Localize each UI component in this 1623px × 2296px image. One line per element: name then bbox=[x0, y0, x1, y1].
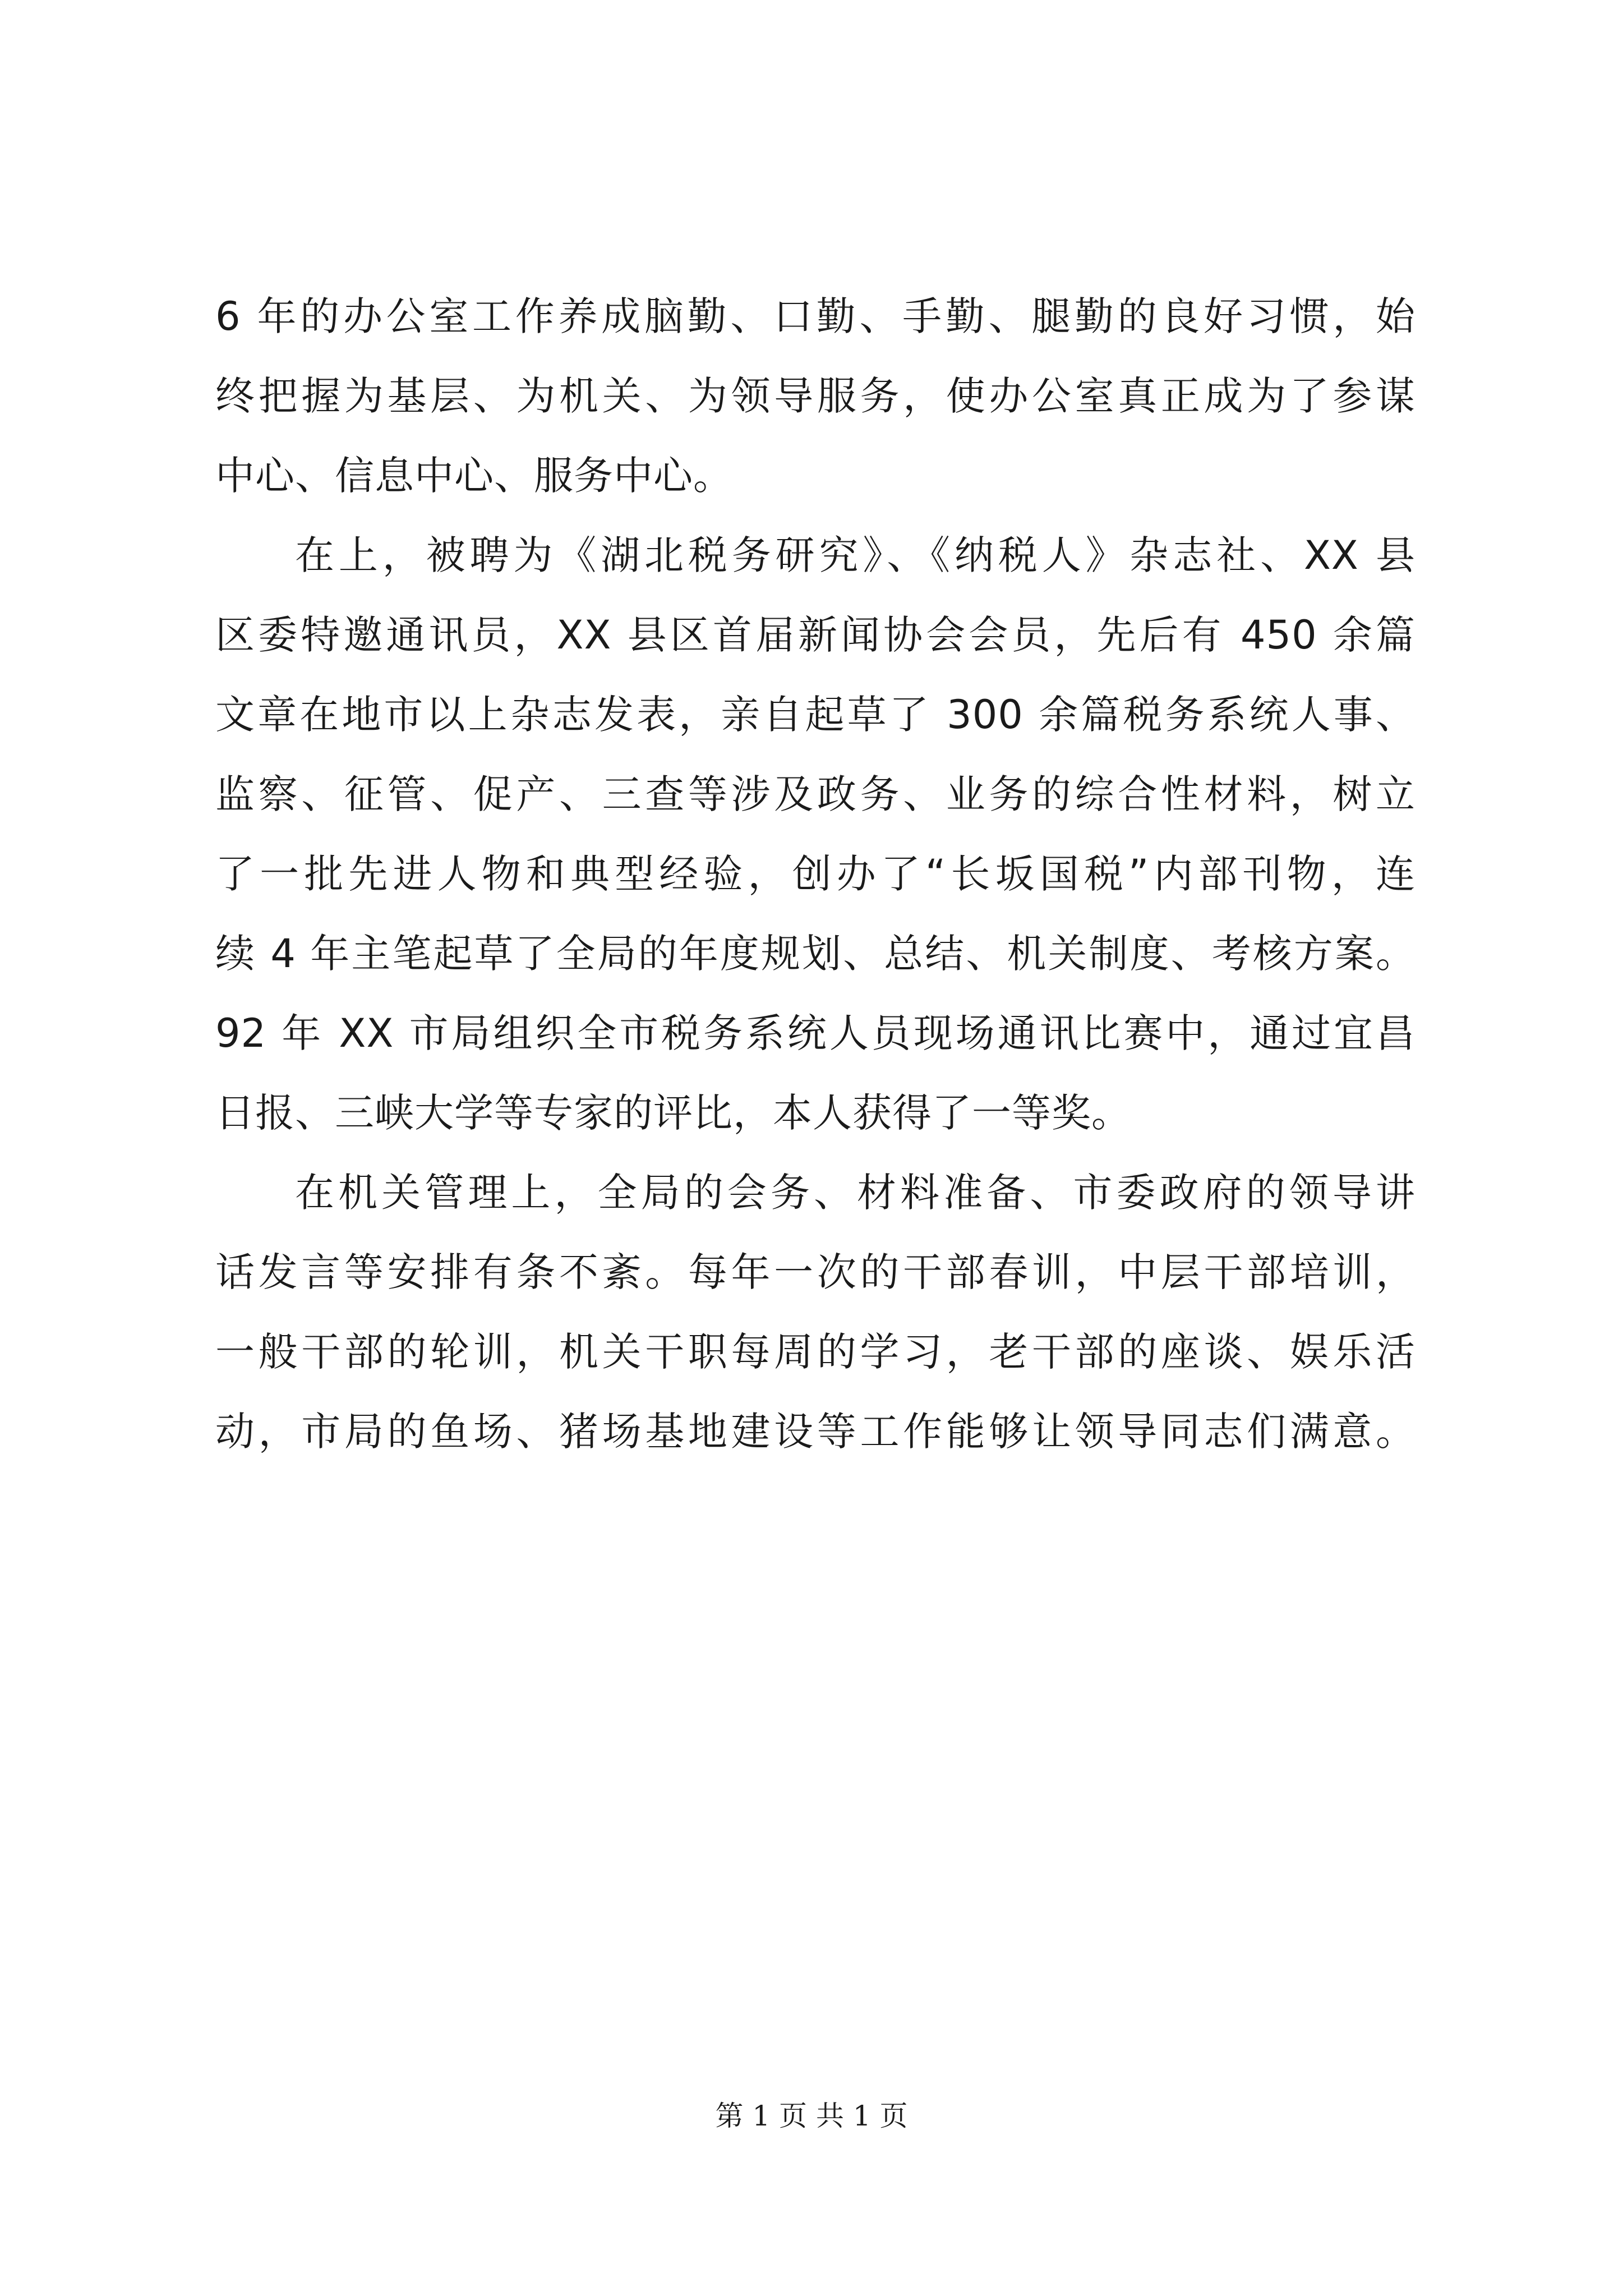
text-line: 日报、三峡大学等专家的评比，本人获得了一等奖。 bbox=[215, 1090, 1131, 1136]
document-body bbox=[215, 292, 1415, 1487]
text-line: 动，市局的鱼场、猪场基地建设等工作能够让领导同志们满意。 bbox=[215, 1409, 1415, 1455]
text-line: 92 年 XX 市局组织全市税务系统人员现场通讯比赛中，通过宜昌 bbox=[215, 1010, 1415, 1056]
text-line: 终把握为基层、为机关、为领导服务，使办公室真正成为了参谋 bbox=[215, 373, 1415, 419]
text-line: 话发言等安排有条不紊。每年一次的干部春训，中层干部培训， bbox=[215, 1249, 1415, 1295]
text-line: 文章在地市以上杂志发表，亲自起草了 300 余篇税务系统人事、 bbox=[215, 692, 1415, 738]
text-line: 监察、征管、促产、三查等涉及政务、业务的综合性材料，树立 bbox=[215, 771, 1415, 817]
text-line: 了一批先进人物和典型经验，创办了“长坂国税”内部刊物，连 bbox=[215, 851, 1415, 897]
text-line: 6 年的办公室工作养成脑勤、口勤、手勤、腿勤的良好习惯，始 bbox=[215, 293, 1415, 339]
text-line: 在机关管理上，全局的会务、材料准备、市委政府的领导讲 bbox=[295, 1170, 1415, 1216]
text-line: 续 4 年主笔起草了全局的年度规划、总结、机关制度、考核方案。 bbox=[215, 931, 1415, 977]
page-footer: 第 1 页 共 1 页 bbox=[715, 2100, 908, 2132]
text-line: 在上，被聘为《湖北税务研究》、《纳税人》杂志社、XX 县 bbox=[295, 532, 1415, 578]
text-line: 一般干部的轮训，机关干职每周的学习，老干部的座谈、娱乐活 bbox=[215, 1329, 1415, 1375]
text-line: 区委特邀通讯员，XX 县区首届新闻协会会员，先后有 450 余篇 bbox=[215, 612, 1415, 658]
text-line: 中心、信息中心、服务中心。 bbox=[215, 453, 733, 499]
